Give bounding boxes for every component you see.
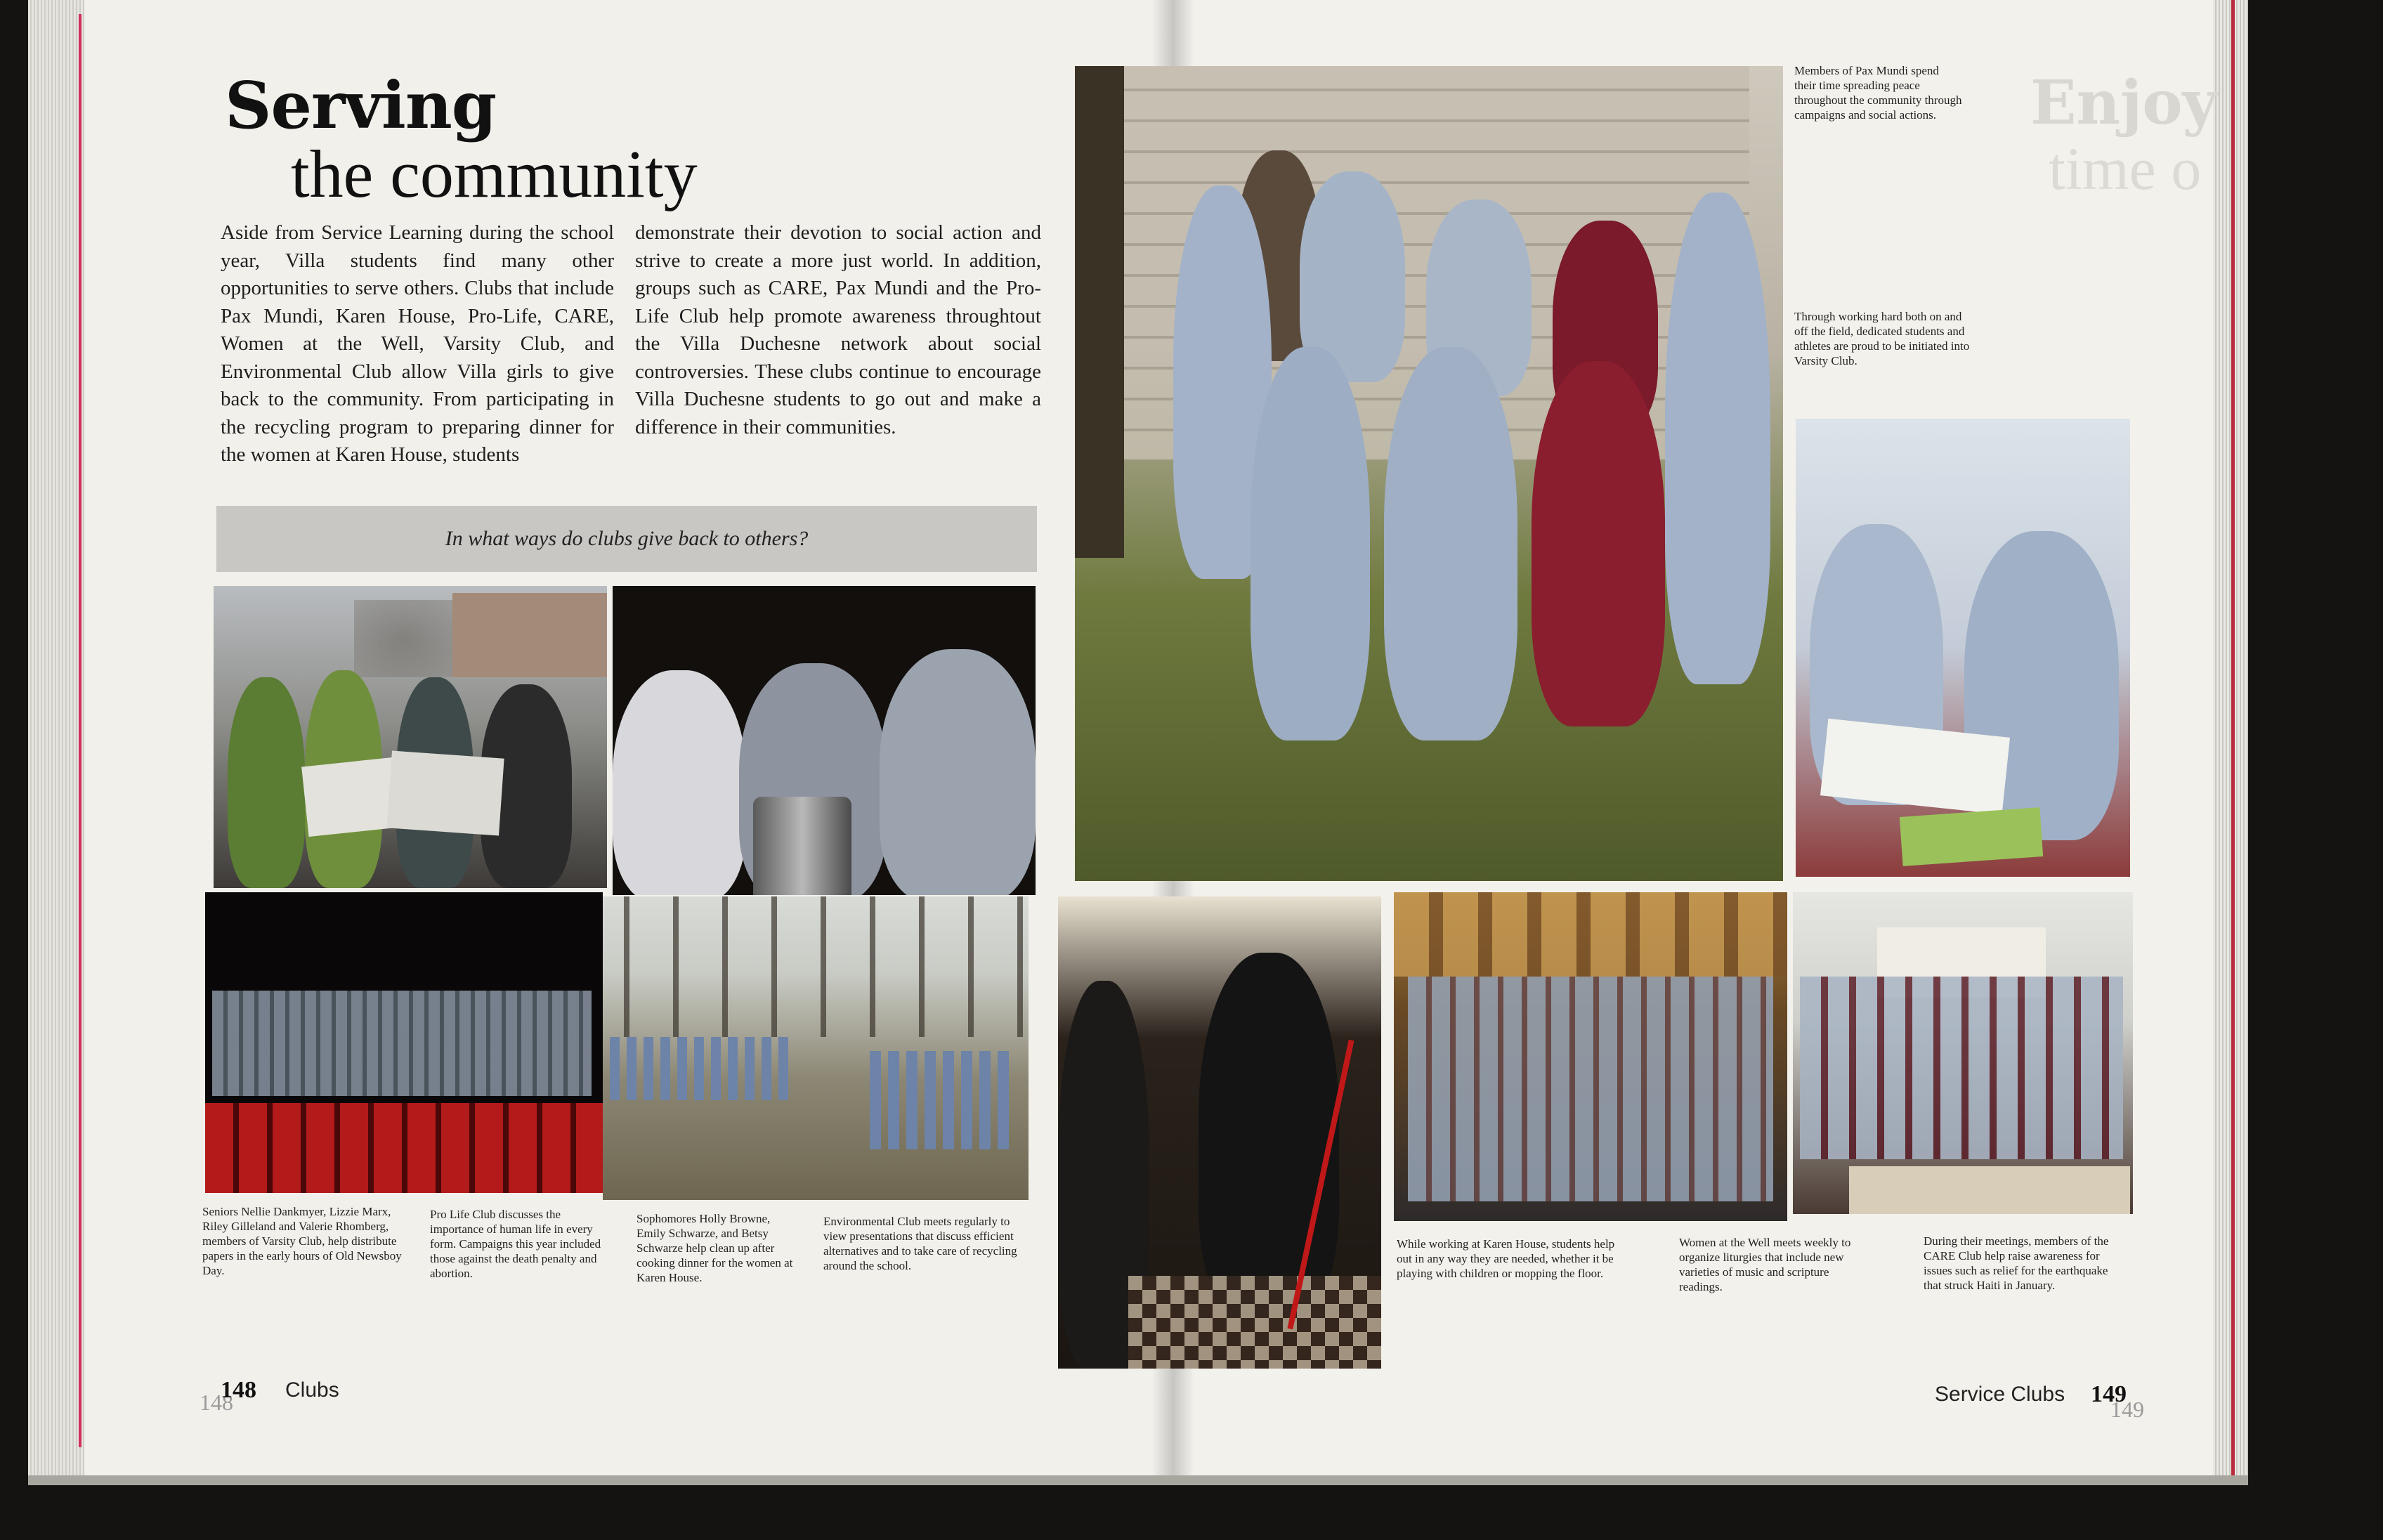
photo-karen-house-mopping (1058, 896, 1381, 1369)
student-front-3 (1532, 361, 1665, 726)
bleed-heading-1: Enjoy (2030, 67, 2218, 138)
question-bar (216, 506, 1037, 572)
photo-women-at-the-well (1394, 892, 1787, 1221)
caption-women-at-the-well: Women at the Well meets weekly to organize liturgies that include new varieties of music and scripture readings. (1679, 1236, 1851, 1293)
chapel-arches (1394, 892, 1787, 977)
checkered-floor (1128, 1276, 1381, 1369)
student-front-2 (1384, 347, 1517, 740)
body-text-column-1: Aside from Service Learning during the school year, Villa students find many other opportunities to serve others. Clubs that include Pax Mundi, Karen House, Pro-Life, CARE, Women at the Well, Varsity Club, and Environmental Club allow Villa girls to give back to the community. From participating in the recycling program to preparing dinner for the women at Karen House, students (221, 221, 614, 466)
building-shape (452, 593, 607, 677)
photo-pax-mundi-group (1075, 66, 1783, 881)
group-rows (212, 991, 592, 1096)
folio-bold-148: 148 (221, 1377, 256, 1403)
trees (603, 896, 1029, 1037)
caption-karen-house-helping: While working at Karen House, students help out in any way they are needed, whether it be playing with children or mopping the floor. (1397, 1237, 1615, 1280)
person-1 (228, 677, 305, 888)
tree-trunk (1075, 66, 1124, 558)
caption-care-club: During their meetings, members of the CARE Club help raise awareness for issues such as relief for the earthquake that struck Haiti in January. (1924, 1234, 2109, 1292)
question-text: In what ways do clubs give back to others? (445, 527, 809, 550)
folio-light-149: 149 (2110, 1397, 2144, 1422)
students-line-2 (870, 1051, 1010, 1149)
title-serving: Serving (225, 67, 497, 143)
photo-environmental-club-outdoors (603, 896, 1029, 1200)
pot (753, 797, 851, 895)
green-folder (1900, 807, 2043, 866)
bleed-heading-2: time o (2049, 135, 2202, 202)
caption-pro-life-club: Pro Life Club discusses the importance of human life in every form. Campaigns this year included those against the death penalty and abortion. (430, 1208, 601, 1280)
table (1849, 1166, 2130, 1214)
person-mopping (1199, 953, 1339, 1318)
section-label-clubs: Clubs (285, 1378, 339, 1402)
student-back-5 (1665, 192, 1770, 684)
girl-1 (613, 670, 746, 895)
left-page-red-edge (79, 14, 81, 1447)
photo-pro-life-club (613, 586, 1036, 895)
photo-care-club (1793, 892, 2133, 1214)
caption-newsboy-day: Seniors Nellie Dankmyer, Lizzie Marx, Riley Gilleland and Valerie Rhomberg, members of Varsity Club, help distribute papers in the early hours of Old Newsboy Day. (202, 1205, 402, 1277)
girl-3 (880, 649, 1036, 895)
caption-varsity-club: Through working hard both on and off the field, dedicated students and athletes are proud to be initiated into Varsity Club. (1794, 310, 1970, 367)
caption-environmental-club: Environmental Club meets regularly to view presentations that discuss efficient alternatives and to take care of recycling around the school. (823, 1215, 1017, 1272)
caption-pax-mundi: Members of Pax Mundi spend their time spreading peace throughout the community through campaigns and social actions. (1794, 64, 1962, 122)
right-page-red-edge (2231, 0, 2235, 1482)
folio-light-148: 148 (200, 1390, 233, 1415)
caption-karen-house-sophomores: Sophomores Holly Browne, Emily Schwarze, and Betsy Schwarze help clean up after cooking dinner for the women at Karen House. (636, 1212, 793, 1284)
group-rows-care (1800, 977, 2123, 1159)
student-front-1 (1251, 347, 1370, 740)
right-page-edges (2213, 0, 2248, 1482)
photo-varsity-club-study (1796, 419, 2130, 877)
left-page-edges (28, 0, 84, 1482)
title-the-community: the community (291, 136, 698, 211)
photo-theater-group (205, 892, 603, 1193)
group-rows-chapel (1408, 977, 1773, 1201)
red-seats (205, 1103, 603, 1193)
photo-varsity-club-newspapers (214, 586, 607, 888)
newspaper-2 (386, 751, 504, 836)
book-bottom-edge (28, 1475, 2248, 1485)
section-label-service-clubs: Service Clubs (1935, 1383, 2065, 1406)
body-text-column-2: demonstrate their devotion to social action and strive to create a more just world. In addition, groups such as CARE, Pax Mundi and the Pro-Life Club help promote awareness throughtout the Villa Duchesne network about social controversies. These clubs continue to encourage Villa Duchesne students to go out and make a difference in their communities. (635, 221, 1041, 438)
bare-trees (354, 600, 452, 677)
folio-bold-149: 149 (2091, 1381, 2127, 1407)
students-line-1 (610, 1037, 792, 1100)
